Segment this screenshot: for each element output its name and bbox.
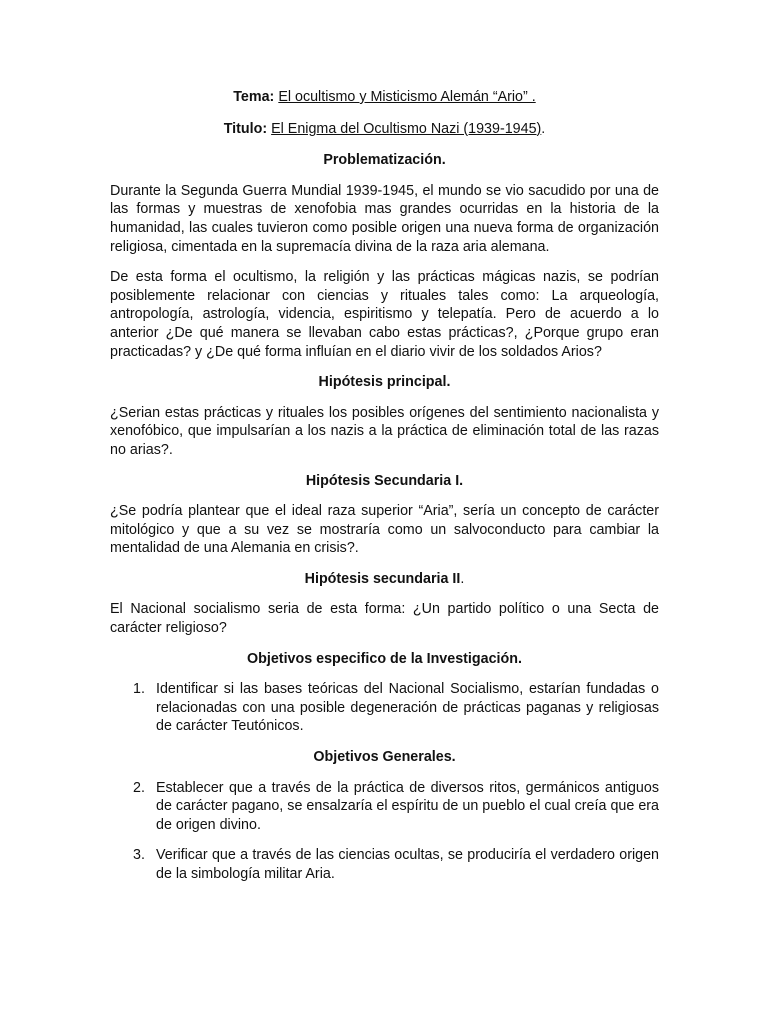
list-item-text: Identificar si las bases teóricas del Nacional Socialismo, estarían fundadas o relacionadas con una posible degeneración de prácticas paganas y religiosas de carácter Teutónicos.: [156, 681, 659, 735]
problematizacion-heading: Problematización.: [323, 152, 446, 169]
list-item: [110, 779, 659, 835]
hipotesis-secundaria-1-text: ¿Se podría plantear que el ideal raza superior “Aria”, sería un concepto de carácter mitológico y que a su vez se mostraría como un salvoconducto para cambiar la mentalidad de una Alemania en crisis?.: [110, 503, 659, 557]
list-item: [110, 846, 659, 883]
problematizacion-paragraph-2: De esta forma el ocultismo, la religión y las prácticas mágicas nazis, se podrían posiblemente relacionar con ciencias y rituales tales como: La arqueología, antropología, astrología, videncia, espiritismo y telepatía. Pero de acuerdo a lo anterior ¿De qué manera se llevaban cabo estas prácticas?, ¿Porque grupo eran practicadas? y ¿De qué forma influían en el diario vivir de los soldados Arios?: [110, 269, 659, 360]
hipotesis-principal-heading: Hipótesis principal.: [318, 374, 451, 391]
hipotesis-secundaria-2-heading: Hipótesis secundaria II: [304, 570, 461, 587]
list-item-text: Verificar que a través de las ciencias ocultas, se produciría el verdadero origen de la simbología militar Aria.: [156, 847, 659, 882]
tema-value: El ocultismo y Misticismo Alemán “Ario” .: [278, 89, 536, 105]
objetivos-generales-list: [110, 779, 659, 884]
titulo-label: Titulo:: [223, 120, 268, 137]
tema-line: [110, 88, 659, 107]
list-item-number: 2.: [133, 779, 145, 796]
list-item-text: Establecer que a través de la práctica de diversos ritos, germánicos antiguos de carácter pagano, se ensalzaría el espíritu de un pueblo el cual creía que era de origen divino.: [156, 779, 659, 833]
hipotesis-secundaria-2-heading-line: [110, 570, 659, 589]
list-item-number: 1.: [133, 681, 145, 698]
hipotesis-secundaria-1-heading: Hipótesis Secundaria I.: [305, 472, 464, 489]
tema-label: Tema:: [233, 89, 275, 105]
list-item-number: 3.: [133, 847, 145, 864]
objetivos-especificos-heading: Objetivos especifico de la Investigación.: [247, 650, 522, 667]
titulo-suffix: .: [541, 120, 546, 137]
objetivos-generales-heading: Objetivos Generales.: [313, 749, 456, 766]
titulo-value: El Enigma del Ocultismo Nazi (1939-1945): [271, 120, 542, 137]
titulo-line: [110, 120, 659, 139]
objetivos-especificos-list: [110, 680, 659, 736]
hipotesis-secundaria-2-text: El Nacional socialismo seria de esta forma: ¿Un partido político o una Secta de carácter religioso?: [110, 601, 659, 637]
list-item: [110, 680, 659, 736]
hipotesis-secundaria-2-heading-suffix: .: [460, 570, 465, 587]
hipotesis-principal-text: ¿Serian estas prácticas y rituales los posibles orígenes del sentimiento nacionalista y xenofóbico, que impulsarían a los nazis a la práctica de eliminación total de las razas no arias?.: [110, 404, 659, 458]
problematizacion-paragraph-1: Durante la Segunda Guerra Mundial 1939-1945, el mundo se vio sacudido por una de las formas y muestras de xenofobia mas grandes ocurridas en la historia de la humanidad, las cuales tuvieron como posible origen una nueva forma de organización religiosa, cimentada en la supremacía divina de la raza aria alemana.: [110, 182, 659, 255]
document-page: [110, 88, 659, 896]
